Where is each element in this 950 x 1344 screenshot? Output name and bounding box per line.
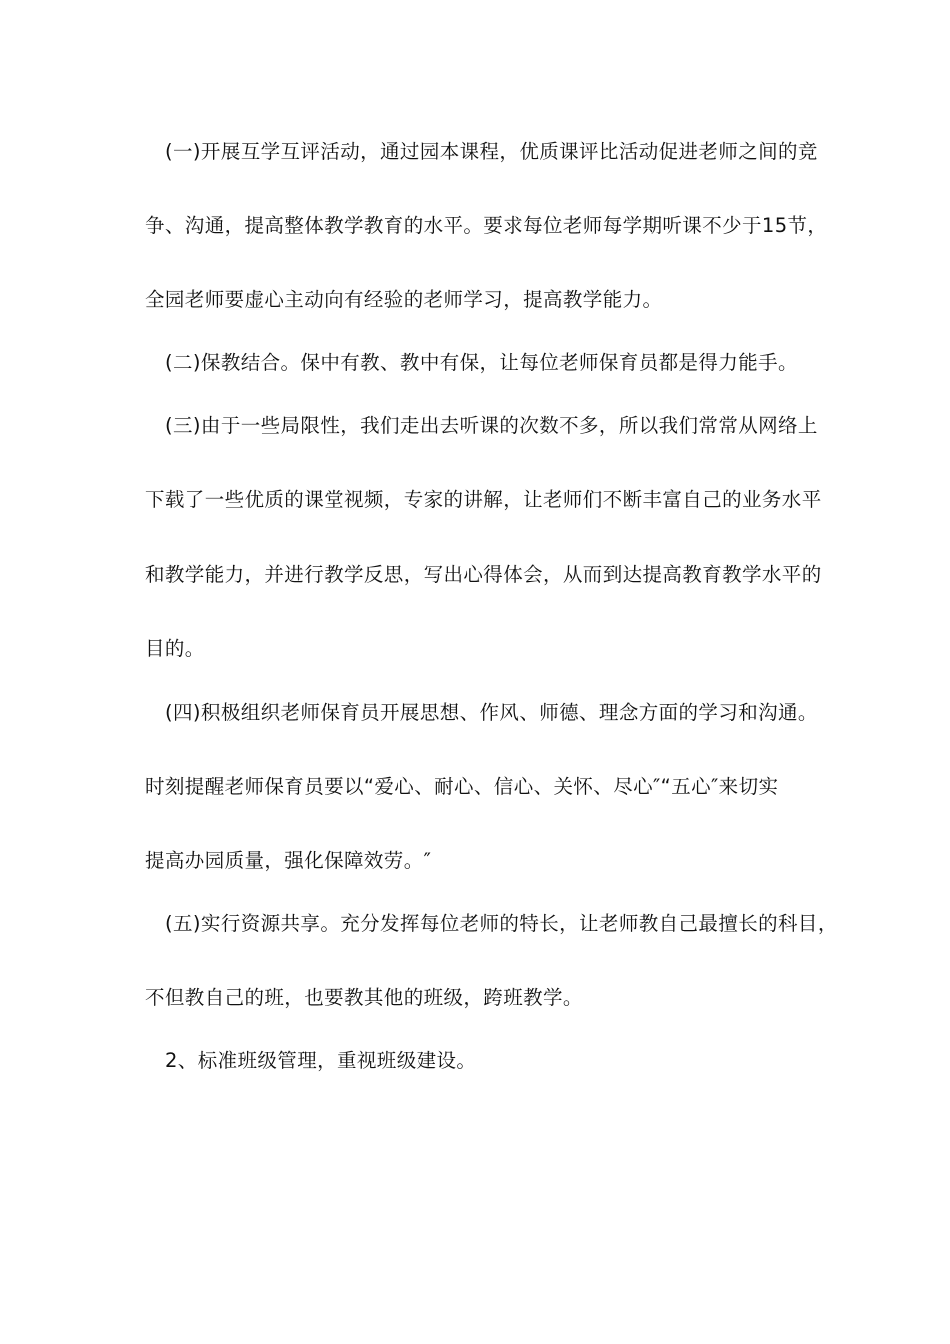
section-heading-2: 2、标准班级管理，重视班级建设。 — [165, 1049, 477, 1072]
paragraph-3-line-3: 和教学能力，并进行教学反思，写出心得体会，从而到达提高教育教学水平的 — [145, 563, 822, 586]
paragraph-4-line-3: 提高办园质量，强化保障效劳。″ — [145, 849, 432, 872]
paragraph-4-line-2: 时刻提醒老师保育员要以“爱心、耐心、信心、关怀、尽心″“五心″来切实 — [145, 775, 779, 798]
paragraph-2-line-1: (二)保教结合。保中有教、教中有保，让每位老师保育员都是得力能手。 — [165, 351, 798, 374]
paragraph-5-line-2: 不但教自己的班，也要教其他的班级，跨班教学。 — [145, 986, 583, 1009]
paragraph-3-line-4: 目的。 — [145, 637, 205, 660]
paragraph-1-line-2: 争、沟通，提高整体教学教育的水平。要求每位老师每学期听课不少于15节， — [145, 214, 828, 237]
paragraph-3-line-1: (三)由于一些局限性，我们走出去听课的次数不多，所以我们常常从网络上 — [165, 414, 818, 437]
paragraph-5-line-1: (五)实行资源共享。充分发挥每位老师的特长，让老师教自己最擅长的科目， — [165, 912, 838, 935]
paragraph-1-line-3: 全园老师要虚心主动向有经验的老师学习，提高教学能力。 — [145, 288, 663, 311]
paragraph-3-line-2: 下载了一些优质的课堂视频，专家的讲解，让老师们不断丰富自己的业务水平 — [145, 488, 822, 511]
paragraph-1-line-1: (一)开展互学互评活动，通过园本课程，优质课评比活动促进老师之间的竞 — [165, 140, 818, 163]
paragraph-4-line-1: (四)积极组织老师保育员开展思想、作风、师德、理念方面的学习和沟通。 — [165, 701, 818, 724]
